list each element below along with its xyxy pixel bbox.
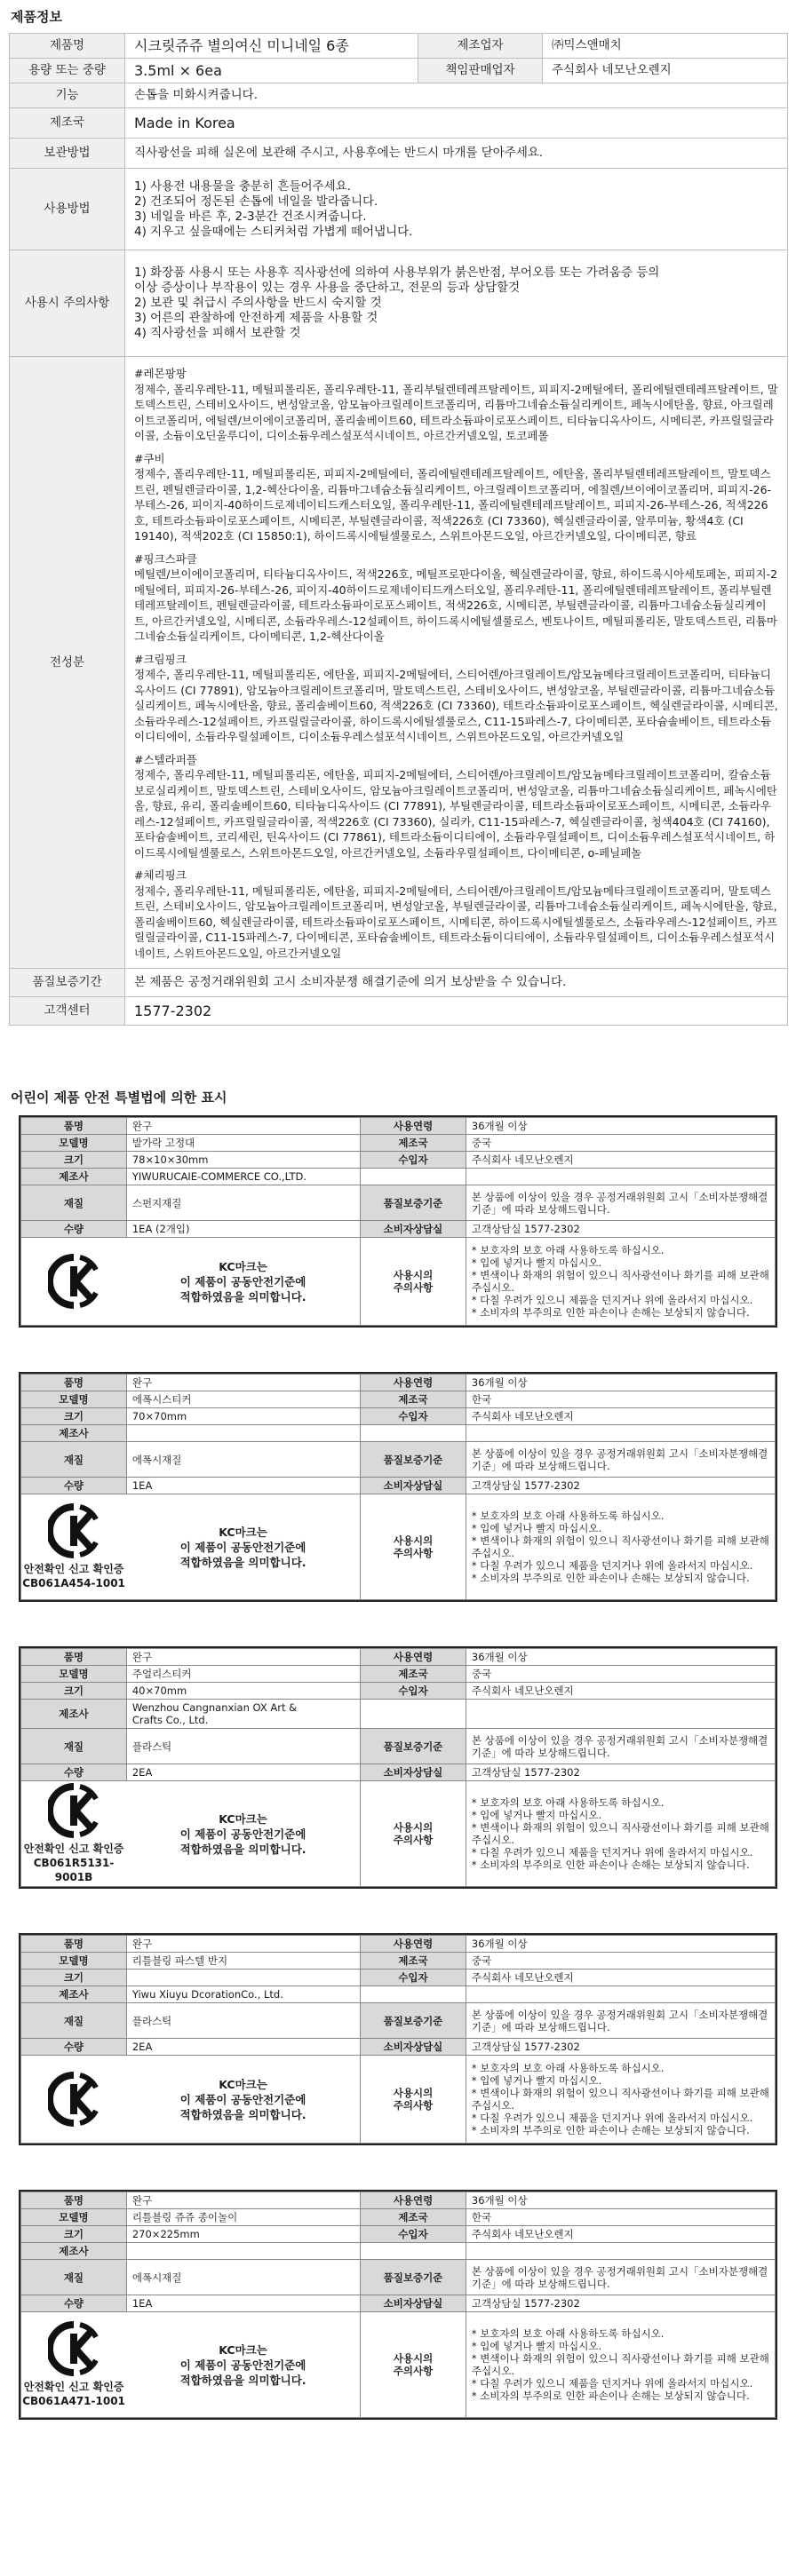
material-label: 재질	[21, 2003, 127, 2039]
size-label: 크기	[21, 1152, 127, 1169]
kids-product-box	[19, 1933, 777, 2145]
kc-description: KC마크는 이 제품이 공동안전기준에 적합하였음을 의미합니다.	[179, 1811, 306, 1856]
volume-value: 3.5ml × 6ea	[125, 59, 418, 83]
kids-product-table	[20, 1935, 776, 2144]
warranty-label: 품질보증기준	[361, 1185, 466, 1221]
qty-label: 수량	[21, 1221, 127, 1238]
use-caution-label: 사용시의 주의사항	[361, 2056, 466, 2144]
maker-label: 제조사	[21, 1169, 127, 1185]
kids-product-box	[19, 1115, 777, 1328]
cert-number: 안전확인 신고 확인증 CB061R5131-9001B	[23, 1843, 124, 1883]
size-label: 크기	[21, 1408, 127, 1425]
storage-value: 직사광선을 피해 실온에 보관해 주시고, 사용후에는 반드시 마개를 닫아주세요.	[125, 139, 788, 169]
material-label: 재질	[21, 1185, 127, 1221]
kc-description: KC마크는 이 제품이 공동안전기준에 적합하였음을 의미합니다.	[179, 2342, 306, 2387]
function-value: 손톱을 미화시켜줍니다.	[125, 83, 788, 108]
maker-label: 제조사	[21, 1986, 127, 2003]
size-label: 크기	[21, 2226, 127, 2243]
age-value: 36개월 이상	[466, 1936, 775, 1953]
size-value: 78×10×30mm	[126, 1152, 360, 1169]
ingredient-name: #체리핑크	[134, 868, 187, 882]
warranty-label: 품질보증기준	[361, 2260, 466, 2295]
qty-label: 수량	[21, 2295, 127, 2312]
cs-label: 소비자상담실	[361, 1764, 466, 1781]
model-value: 리틀블링 파스텔 반지	[126, 1953, 360, 1970]
model-label: 모델명	[21, 1953, 127, 1970]
caution-value	[125, 250, 788, 357]
age-value: 36개월 이상	[466, 1375, 775, 1391]
caution-line: 1) 화장품 사용시 또는 사용후 직사광선에 의하여 사용부위가 붉은반점, 부어오름 또는 가려움증 등의	[134, 266, 660, 280]
country-label: 제조국	[10, 108, 125, 139]
kids-product-boxes	[0, 1115, 796, 2420]
ingredient-name: #쿠비	[134, 451, 165, 465]
use-caution-label: 사용시의 주의사항	[361, 2312, 466, 2418]
kids-product-table	[20, 1117, 776, 1326]
kids-product-box	[19, 1646, 777, 1889]
kids-product-table	[20, 1648, 776, 1887]
material-value: 에폭시재질	[126, 1442, 360, 1478]
use-caution-notes: * 보호자의 보호 아래 사용하도록 하십시오. * 입에 넣거나 빨지 마십시오. * 변색이나 화재의 위험이 있으니 직사광선이나 화기를 피해 보관해 주십시오. * 다칠 우려가 있으니 제품을 던지거나 위에 올라서지 마십시오. * 소비자의 부주의로 인한 파손이나 손해는 보상되지 않습니다.	[466, 1238, 775, 1326]
caution-line: 3) 어른의 관찰하에 안전하게 제품을 사용할 것	[134, 311, 378, 325]
qty-value: 1EA	[126, 2295, 360, 2312]
warranty-value: 본 제품은 공정거래위원회 고시 소비자분쟁 해결기준에 의거 보상받을 수 있습니다.	[125, 969, 788, 997]
kc-area	[21, 2056, 361, 2144]
size-value: 70×70mm	[126, 1408, 360, 1425]
material-label: 재질	[21, 1729, 127, 1764]
material-value: 플라스틱	[126, 1729, 360, 1764]
ingredient-name: #핑크스파클	[134, 551, 197, 566]
caution-line: 이상 증상이나 부작용이 있는 경우 사용을 중단하고, 전문의 등과 상담할것	[134, 281, 521, 295]
use-caution-notes: * 보호자의 보호 아래 사용하도록 하십시오. * 입에 넣거나 빨지 마십시오. * 변색이나 화재의 위험이 있으니 직사광선이나 화기를 피해 보관해 주십시오. * 다칠 우려가 있으니 제품을 던지거나 위에 올라서지 마십시오. * 소비자의 부주의로 인한 파손이나 손해는 보상되지 않습니다.	[466, 1494, 775, 1600]
maker-value	[126, 2243, 360, 2260]
maker-value	[126, 1425, 360, 1442]
product-info-table	[9, 33, 788, 1026]
age-label: 사용연령	[361, 1118, 466, 1135]
qty-value: 2EA	[126, 1764, 360, 1781]
caution-line: 4) 직사광선을 피해서 보관할 것	[134, 326, 301, 340]
model-label: 모델명	[21, 1666, 127, 1683]
model-value: 리틀블링 쥬쥬 종이놀이	[126, 2209, 360, 2226]
usage-line: 2) 건조되어 정돈된 손톱에 네일을 발라줍니다.	[134, 194, 378, 209]
importer-value: 주식회사 네모난오렌지	[466, 1408, 775, 1425]
warranty-label: 품질보증기준	[361, 1729, 466, 1764]
caution-label: 사용시 주의사항	[10, 250, 125, 357]
cs-label: 소비자상담실	[361, 1478, 466, 1494]
maker-label: 제조사	[21, 1700, 127, 1729]
maker-label: 제조사	[21, 2243, 127, 2260]
ingredient-name: #스텔라퍼플	[134, 752, 197, 766]
qty-value: 2EA	[126, 2039, 360, 2056]
ingredient-text: 정제수, 폴리우레탄-11, 메틸피롤리돈, 피피지-2메틸에터, 폴리에틸렌테레프탈레이트, 에탄올, 폴리부틸렌테레프탈레이트, 말토덱스트린, 펜틸렌글라이콜, 1,2-헥산다이올, 리튬마그네슘소듐실리케이트, 아크릴레이트코폴리머, 에칠렌/브이에이코폴리머, 피피지-26-부테스-26, 피이지-40하이드로제네이티드캐스터오일, 폴리우레탄-11, 폴리에틸렌테레프탈레이트, 피피지-26-부테스-26, 적색226호, 테트라소듐파이로포스페이트, 시메티콘, 부틸렌글라이콜, 적색226호 (CI 73360), 헥실렌글라이콜, 알루미늄, 황색4호 (CI 19140), 적색202호 (CI 15850:1), 하이드록시에틸셀룰로스, 스위트아몬드오일, 아르간커넬오일, 다이메티콘, 향료	[134, 467, 772, 543]
ingredient-text: 정제수, 폴리우레탄-11, 메틸피롤리돈, 에탄올, 피피지-2메틸에터, 스티어렌/아크릴레이트/암모늄메타크릴레이트코폴리머, 말토덱스트린, 스테비오사이드, 암모늄아크릴레이트코폴리머, 변성알코올, 부틸렌글라이콜, 리튬마그네슘소듐실리케이트, 페녹시에탄올, 향료, 폴리솔베이트60, 헥실렌글라이콜, 테트라소듐파이로포스페이트, 시메티콘, 하이드록시에틸셀룰로스, 소듐라우레스-12설페이트, 카프릴릴글라이콜, C11-15파레스-7, 다이메티콘, 포타슘솔베이트, 테트라소듐이디티에이, 소듐라우릴설페이트, 디이소듐우레스설포석시네이트, 스위트아몬드오일, 아르간커넬오일	[134, 884, 777, 960]
age-value: 36개월 이상	[466, 1649, 775, 1666]
importer-label: 수입자	[361, 2226, 466, 2243]
name-label: 품명	[21, 1375, 127, 1391]
cert-number: 안전확인 신고 확인증 CB061A454-1001	[22, 1563, 125, 1589]
country-value: 중국	[466, 1135, 775, 1152]
volume-label: 용량 또는 중량	[10, 59, 125, 83]
kc-mark-icon	[48, 1254, 100, 1309]
use-caution-notes: * 보호자의 보호 아래 사용하도록 하십시오. * 입에 넣거나 빨지 마십시오. * 변색이나 화재의 위험이 있으니 직사광선이나 화기를 피해 보관해 주십시오. * 다칠 우려가 있으니 제품을 던지거나 위에 올라서지 마십시오. * 소비자의 부주의로 인한 파손이나 손해는 보상되지 않습니다.	[466, 1781, 775, 1887]
material-value: 에폭시재질	[126, 2260, 360, 2295]
maker-label: 제조사	[21, 1425, 127, 1442]
maker-value: Wenzhou Cangnanxian OX Art & Crafts Co., Ltd.	[126, 1700, 360, 1729]
kc-area	[21, 1781, 361, 1887]
function-label: 기능	[10, 83, 125, 108]
name-value: 시크릿쥬쥬 별의여신 미니네일 6종	[125, 34, 418, 59]
name-value: 완구	[126, 1936, 360, 1953]
warranty-value: 본 상품에 이상이 있을 경우 공정거래위원회 고시「소비자분쟁해결기준」에 따라 보상해드립니다.	[466, 1729, 775, 1764]
cert-number: 안전확인 신고 확인증 CB061A471-1001	[22, 2381, 125, 2407]
model-label: 모델명	[21, 1135, 127, 1152]
seller-value: 주식회사 네모난오렌지	[543, 59, 788, 83]
ingredient-text: 메틸렌/브이에이코폴리머, 티타늄디옥사이드, 적색226호, 메틸프로판다이올, 헥실렌글라이콜, 향료, 하이드록시아세토페논, 피피지-2메틸에터, 피피지-26-부테스-26, 피이지-40하이드로제네이티드캐스터오일, 폴리우레탄-11, 폴리에틸렌테레프탈레이트, 폴리부틸렌테레프탈레이트, 펜틸렌글라이콜, 테트라소듐파이로포스페이트, 적색226호, 시메티콘, 부틸렌글라이콜, 리튬마그네슘소듐실리케이트, 아르간커넬오일, 시메티콘, 소듐라우레스-12설페이트, 하이드록시에틸셀룰로스, 벤토나이트, 메틸피롤리돈, 말토덱스트린, 리튬마그네슘소듐실리케이트, 다이메티콘, 1,2-헥산다이올	[134, 567, 778, 643]
cs-value: 1577-2302	[125, 997, 788, 1026]
kids-product-box	[19, 2190, 777, 2420]
ingredient-text: 정제수, 폴리우레탄-11, 메틸피롤리돈, 에탄올, 피피지-2메틸에터, 스티어렌/아크릴레이트/암모늄메타크릴레이트코폴리머, 티타늄디옥사이드 (CI 77891), 암모늄아크릴레이트코폴리머, 말토덱스트린, 스테비오사이드, 변성알코올, 부틸렌글라이콜, 리튬마그네슘소듐실리케이트, 페녹시에탄올, 향료, 폴리솔베이트60, 적색226호 (CI 73360), 테트라소듐파이로포스페이트, 헥실렌글라이콜, 시메티콘, 소듐라우레스-12설페이트, 카프릴릴글라이콜, 하이드록시에틸셀룰로스, C11-15파레스-7, 다이메티콘, 포타슘솔베이트, 테트라소듐이디티에이, 소듐라우릴설페이트, 디이소듐우레스설포석시네이트, 스위트아몬드오일, 아르간커넬오일	[134, 668, 778, 743]
product-info-section	[0, 0, 796, 1026]
maker-label: 제조업자	[418, 34, 543, 59]
kids-safety-title: 어린이 제품 안전 특별법에 의한 표시	[11, 1090, 227, 1106]
cs-value: 고객상담실 1577-2302	[466, 2295, 775, 2312]
kids-product-table	[20, 1374, 776, 1600]
cs-value: 고객상담실 1577-2302	[466, 1221, 775, 1238]
kc-mark-icon	[48, 1783, 100, 1838]
ingredients-value	[125, 357, 788, 969]
name-label: 품명	[21, 1118, 127, 1135]
age-value: 36개월 이상	[466, 2192, 775, 2209]
country-value: 중국	[466, 1666, 775, 1683]
name-label: 품명	[21, 2192, 127, 2209]
use-caution-notes: * 보호자의 보호 아래 사용하도록 하십시오. * 입에 넣거나 빨지 마십시오. * 변색이나 화재의 위험이 있으니 직사광선이나 화기를 피해 보관해 주십시오. * 다칠 우려가 있으니 제품을 던지거나 위에 올라서지 마십시오. * 소비자의 부주의로 인한 파손이나 손해는 보상되지 않습니다.	[466, 2312, 775, 2418]
warranty-label: 품질보증기준	[361, 1442, 466, 1478]
warranty-label: 품질보증기준	[361, 2003, 466, 2039]
cs-value: 고객상담실 1577-2302	[466, 1764, 775, 1781]
country-label: 제조국	[361, 1391, 466, 1408]
warranty-value: 본 상품에 이상이 있을 경우 공정거래위원회 고시「소비자분쟁해결기준」에 따라 보상해드립니다.	[466, 1442, 775, 1478]
ingredient-name: #크림핑크	[134, 652, 187, 666]
name-value: 완구	[126, 2192, 360, 2209]
use-caution-label: 사용시의 주의사항	[361, 1781, 466, 1887]
importer-label: 수입자	[361, 1408, 466, 1425]
importer-value: 주식회사 네모난오렌지	[466, 1683, 775, 1700]
cs-label: 고객센터	[10, 997, 125, 1026]
model-value: 발가락 고정대	[126, 1135, 360, 1152]
country-value: 한국	[466, 1391, 775, 1408]
model-label: 모델명	[21, 1391, 127, 1408]
country-value: 한국	[466, 2209, 775, 2226]
ingredient-text: 정제수, 폴리우레탄-11, 메틸피롤리돈, 폴리우레탄-11, 폴리부틸렌테레프탈레이트, 피피지-2메틸에터, 폴리에틸렌테레프탈레이트, 말토덱스트린, 스테비오사이드, 변성알코올, 암모늄아크릴레이트코폴리머, 리튬마그네슘소듐실리케이트, 페녹시에탄올, 향료, 아크릴레이트코폴리머, 에틸렌/브이에이코폴리머, 폴리솔베이트60, 테트라소듐파이로포스페이트, 티타늄디옥사이드, 시메티콘, 카프릴릴글라이콜, 소듐이오딘울루디이, 디이소듐우레스설포석시네이트, 아르간커넬오일, 토코페롤	[134, 382, 778, 442]
kc-mark-icon	[48, 2321, 100, 2376]
kc-mark-icon	[48, 2072, 100, 2127]
qty-label: 수량	[21, 1764, 127, 1781]
caution-line: 2) 보관 및 취급시 주의사항을 반드시 숙지할 것	[134, 296, 382, 310]
country-value: Made in Korea	[125, 108, 788, 139]
ingredients-label: 전성분	[10, 357, 125, 969]
size-value: 40×70mm	[126, 1683, 360, 1700]
kc-description: KC마크는 이 제품이 공동안전기준에 적합하였음을 의미합니다.	[179, 1525, 306, 1569]
country-label: 제조국	[361, 1953, 466, 1970]
name-label: 품명	[21, 1649, 127, 1666]
cs-label: 소비자상담실	[361, 2039, 466, 2056]
material-label: 재질	[21, 2260, 127, 2295]
size-value	[126, 1970, 360, 1986]
qty-value: 1EA (2개입)	[126, 1221, 360, 1238]
age-value: 36개월 이상	[466, 1118, 775, 1135]
size-value: 270×225mm	[126, 2226, 360, 2243]
kc-description: KC마크는 이 제품이 공동안전기준에 적합하였음을 의미합니다.	[179, 2077, 306, 2121]
kc-area	[21, 2312, 361, 2418]
importer-value: 주식회사 네모난오렌지	[466, 2226, 775, 2243]
kc-area	[21, 1238, 361, 1326]
country-label: 제조국	[361, 2209, 466, 2226]
warranty-value: 본 상품에 이상이 있을 경우 공정거래위원회 고시「소비자분쟁해결기준」에 따라 보상해드립니다.	[466, 1185, 775, 1221]
material-label: 재질	[21, 1442, 127, 1478]
model-value: 에폭시스티커	[126, 1391, 360, 1408]
cs-label: 소비자상담실	[361, 1221, 466, 1238]
age-label: 사용연령	[361, 1375, 466, 1391]
name-value: 완구	[126, 1375, 360, 1391]
warranty-label: 품질보증기간	[10, 969, 125, 997]
section-title: 제품정보	[11, 9, 62, 25]
country-value: 중국	[466, 1953, 775, 1970]
name-value: 완구	[126, 1649, 360, 1666]
importer-value: 주식회사 네모난오렌지	[466, 1970, 775, 1986]
usage-line: 4) 지우고 싶을때에는 스티커처럼 가볍게 떼어냅니다.	[134, 224, 413, 239]
country-label: 제조국	[361, 1135, 466, 1152]
usage-line: 1) 사용전 내용물을 충분히 흔들어주세요.	[134, 178, 351, 194]
usage-label: 사용방법	[10, 169, 125, 250]
kc-mark-icon	[48, 1503, 100, 1558]
maker-value: YIWURUCAIE-COMMERCE CO.,LTD.	[126, 1169, 360, 1185]
use-caution-label: 사용시의 주의사항	[361, 1238, 466, 1326]
cs-label: 소비자상담실	[361, 2295, 466, 2312]
age-label: 사용연령	[361, 1649, 466, 1666]
maker-value: ㈜믹스앤매치	[543, 34, 788, 59]
age-label: 사용연령	[361, 2192, 466, 2209]
cs-value: 고객상담실 1577-2302	[466, 1478, 775, 1494]
name-label: 제품명	[10, 34, 125, 59]
use-caution-notes: * 보호자의 보호 아래 사용하도록 하십시오. * 입에 넣거나 빨지 마십시오. * 변색이나 화재의 위험이 있으니 직사광선이나 화기를 피해 보관해 주십시오. * 다칠 우려가 있으니 제품을 던지거나 위에 올라서지 마십시오. * 소비자의 부주의로 인한 파손이나 손해는 보상되지 않습니다.	[466, 2056, 775, 2144]
ingredient-name: #레몬팡팡	[134, 367, 187, 380]
name-label: 품명	[21, 1936, 127, 1953]
qty-label: 수량	[21, 1478, 127, 1494]
size-label: 크기	[21, 1970, 127, 1986]
storage-label: 보관방법	[10, 139, 125, 169]
kids-product-table	[20, 2192, 776, 2418]
age-label: 사용연령	[361, 1936, 466, 1953]
model-label: 모델명	[21, 2209, 127, 2226]
ingredient-text: 정제수, 폴리우레탄-11, 메틸피롤리돈, 에탄올, 피피지-2메틸에터, 스티어렌/아크릴레이트/암모늄메타크릴레이트코폴리머, 칼슘소듐보로실리케이트, 말토덱스트린, 스테비오사이드, 암모늄아크릴레이트코폴리머, 변성알코올, 리튬마그네슘소듐실리케이트, 페녹시에탄올, 향료, 유리, 폴리솔베이트60, 티타늄디옥사이드 (CI 77891), 부틸렌글라이콜, 테트라소듐파이로포스페이트, 시메티콘, 소듐라우레스-12설페이트, 카프릴릴글라이콜, 적색226호 (CI 73360), 실리카, C11-15파레스-7, 헥실렌글라이콜, 청색404호 (CI 74160), 포타슘솔베이트, 코리세린, 틴옥사이드 (CI 77861), 테트라소듐이디티에이, 소듐라우릴설페이트, 디이소듐우레스설포석시네이트, 하이드록시에틸셀룰로스, 스위트아몬드오일, 아르간커넬오일, 소듐라우릴설페이트, 다이메티콘, o-페닐페놀	[134, 768, 777, 860]
seller-label: 책임판매업자	[418, 59, 543, 83]
cs-value: 고객상담실 1577-2302	[466, 2039, 775, 2056]
maker-value: Yiwu Xiuyu DcorationCo., Ltd.	[126, 1986, 360, 2003]
importer-label: 수입자	[361, 1152, 466, 1169]
qty-value: 1EA	[126, 1478, 360, 1494]
importer-value: 주식회사 네모난오렌지	[466, 1152, 775, 1169]
usage-line: 3) 네일을 바른 후, 2-3분간 건조시켜줍니다.	[134, 209, 367, 224]
kc-description: KC마크는 이 제품이 공동안전기준에 적합하였음을 의미합니다.	[179, 1259, 306, 1304]
kids-product-box	[19, 1372, 777, 1602]
country-label: 제조국	[361, 1666, 466, 1683]
warranty-value: 본 상품에 이상이 있을 경우 공정거래위원회 고시「소비자분쟁해결기준」에 따라 보상해드립니다.	[466, 2003, 775, 2039]
use-caution-label: 사용시의 주의사항	[361, 1494, 466, 1600]
qty-label: 수량	[21, 2039, 127, 2056]
material-value: 플라스틱	[126, 2003, 360, 2039]
warranty-value: 본 상품에 이상이 있을 경우 공정거래위원회 고시「소비자분쟁해결기준」에 따라 보상해드립니다.	[466, 2260, 775, 2295]
importer-label: 수입자	[361, 1683, 466, 1700]
usage-value	[125, 169, 788, 250]
model-value: 주얼리스티커	[126, 1666, 360, 1683]
importer-label: 수입자	[361, 1970, 466, 1986]
name-value: 완구	[126, 1118, 360, 1135]
size-label: 크기	[21, 1683, 127, 1700]
material-value: 스펀지재질	[126, 1185, 360, 1221]
kc-area	[21, 1494, 361, 1600]
